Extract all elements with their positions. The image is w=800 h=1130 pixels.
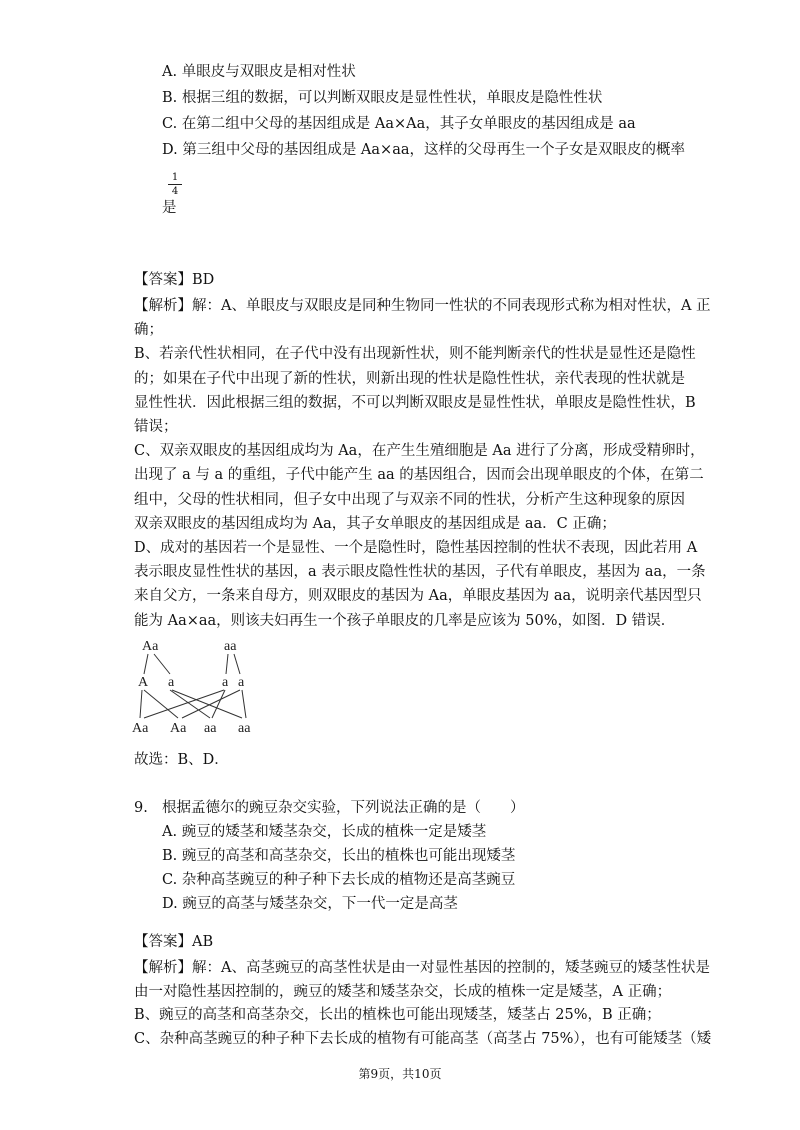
analysis-line: 来自父方，一条来自母方，则双眼皮的基因为 Aa，单眼皮基因为 aa，说明亲代基因型只: [134, 588, 702, 605]
cross-line: [140, 690, 142, 718]
gamete: A: [138, 675, 149, 690]
option-c: C. 在第二组中父母的基因组成是 Aa×Aa，其子女单眼皮的基因组成是 aa: [162, 116, 636, 132]
cross-line: [242, 690, 246, 718]
conclusion: 故选：B、D．: [134, 752, 229, 768]
fraction-bar: [168, 184, 182, 185]
analysis-line: D、成对的基因若一个是显性、一个是隐性时，隐性基因控制的性状不表现，因此若用 A: [134, 540, 698, 556]
analysis-line: 双亲双眼皮的基因组成均为 Aa，其子女单眼皮的基因组成是 aa．C 正确；: [134, 515, 616, 532]
option-d: D. 第三组中父母的基因组成是 Aa×aa，这样的父母再生一个子女是双眼皮的概率: [162, 142, 685, 158]
page-footer: 第9页，共10页: [358, 1067, 442, 1081]
option-a: A. 单眼皮与双眼皮是相对性状: [162, 64, 356, 80]
q9-option-c: C. 杂种高茎豌豆的种子种下去长成的植物还是高茎豌豆: [162, 872, 516, 888]
offspring-genotype: Aa: [132, 721, 149, 736]
fraction-numerator: 1: [171, 172, 179, 183]
q9-option-b: B. 豌豆的高茎和高茎杂交，长出的植株也可能出现矮茎: [162, 848, 516, 864]
analysis-line: 出现了 a 与 a 的重组，子代中能产生 aa 的基因组合，因而会出现单眼皮的个体，在第二: [134, 467, 704, 484]
analysis-line: 【解析】解：A、单眼皮与双眼皮是同种生物同一性状的不同表现形式称为相对性状，A 正: [134, 298, 711, 314]
offspring-genotype: Aa: [170, 721, 187, 736]
analysis-line: B、豌豆的高茎和高茎杂交，长出的植株也可能出现矮茎，矮茎占 25%，B 正确；: [134, 1007, 661, 1023]
analysis-line: 确；: [134, 322, 163, 339]
analysis-line: 的；如果在子代中出现了新的性状，则新出现的性状是隐性性状，亲代表现的性状就是: [134, 370, 685, 387]
fraction-denominator: 4: [171, 186, 179, 197]
cross-line: [144, 690, 178, 718]
cross-line: [234, 654, 240, 674]
analysis-line: C、双亲双眼皮的基因组成均为 Aa，在产生生殖细胞是 Aa 进行了分离，形成受精卵时，: [134, 443, 705, 460]
analysis-line: 【解析】解：A、高茎豌豆的高茎性状是由一对显性基因的控制的，矮茎豌豆的矮茎性状是: [134, 960, 710, 976]
analysis-line: 组中，父母的性状相同，但子女中出现了与双亲不同的性状，分析产生这种现象的原因: [134, 491, 685, 508]
offspring-genotype: aa: [204, 721, 217, 736]
q9-option-a: A. 豌豆的矮茎和矮茎杂交，长成的植株一定是矮茎: [162, 824, 487, 840]
parent-genotype-1: Aa: [142, 639, 159, 654]
answer-label: 【答案】BD: [134, 272, 215, 288]
analysis-line: 能为 Aa×aa，则该夫妇再生一个孩子单眼皮的几率是应该为 50%，如图．D 错误．: [134, 612, 676, 629]
answer-label: 【答案】AB: [134, 934, 214, 950]
question-number: 9.: [134, 800, 148, 816]
analysis-line: 错误；: [134, 419, 178, 435]
gamete: a: [222, 675, 229, 690]
offspring-genotype: aa: [238, 721, 251, 736]
question-stem: 根据孟德尔的豌豆杂交实验，下列说法正确的是（ ）: [162, 800, 525, 816]
analysis-line: 表示眼皮显性性状的基因，a 表示眼皮隐性性状的基因，子代有单眼皮，基因为 aa，一条: [134, 564, 706, 581]
cross-line: [226, 654, 228, 674]
option-d-continuation: 是: [162, 200, 177, 216]
gamete: a: [168, 675, 175, 690]
option-b: B. 根据三组的数据，可以判断双眼皮是显性性状，单眼皮是隐性性状: [162, 90, 603, 106]
q9-option-d: D. 豌豆的高茎与矮茎杂交，下一代一定是高茎: [162, 896, 458, 912]
parent-genotype-2: aa: [224, 639, 237, 654]
gamete: a: [238, 675, 245, 690]
analysis-line: 由一对隐性基因控制的，豌豆的矮茎和矮茎杂交，长成的植株一定是矮茎，A 正确；: [134, 983, 672, 1000]
cross-line: [154, 654, 170, 674]
probability-fraction: [168, 172, 182, 197]
genetic-cross-diagram: [130, 636, 270, 736]
analysis-line: 显性性状．因此根据三组的数据，不可以判断双眼皮是显性性状，单眼皮是隐性性状，B: [134, 394, 696, 411]
analysis-line: C、杂种高茎豌豆的种子种下去长成的植物有可能高茎（高茎占 75%），也有可能矮茎（矮: [134, 1030, 712, 1047]
cross-line: [144, 654, 148, 674]
cross-line: [212, 690, 225, 718]
analysis-line: B、若亲代性状相同，在子代中没有出现新性状，则不能判断亲代的性状是显性还是隐性: [134, 346, 696, 363]
